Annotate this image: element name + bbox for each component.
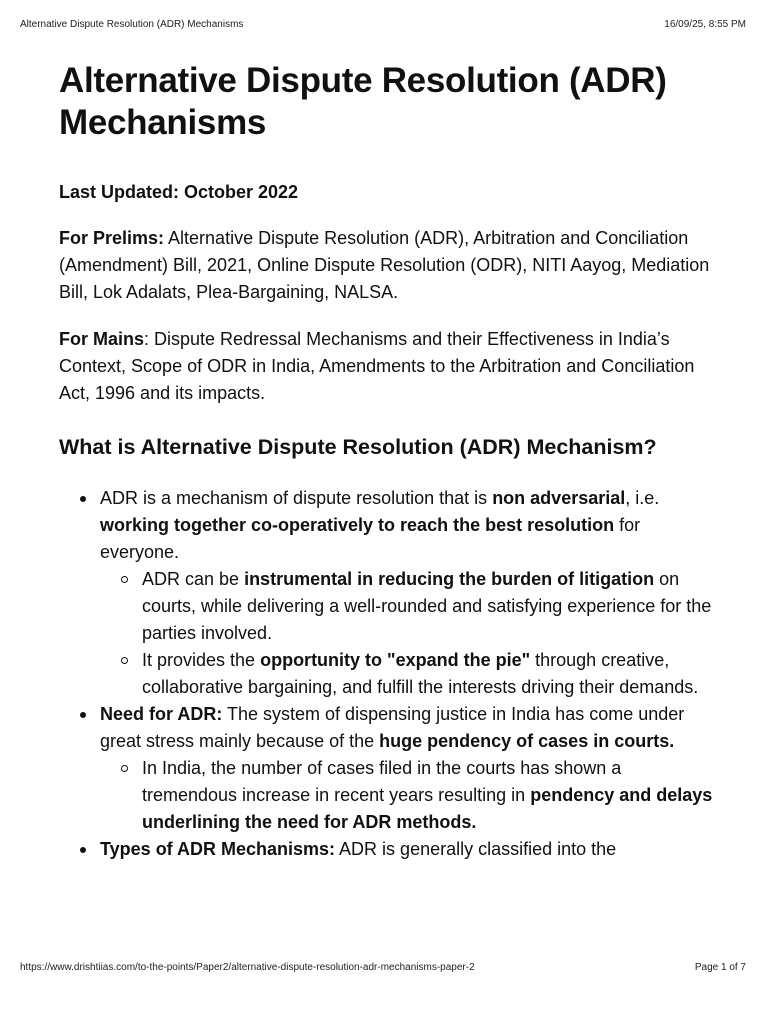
sub-list-item-expand-pie xyxy=(142,647,715,701)
sub-list-item-litigation xyxy=(142,566,715,647)
prelims-label: For Prelims: xyxy=(59,228,165,248)
bullet-list xyxy=(59,485,715,863)
list-item-text: It provides the xyxy=(142,650,261,670)
sub-list xyxy=(100,566,715,701)
print-footer-url[interactable]: https://www.drishtiias.com/to-the-points/Paper2/alternative-dispute-resolution-adr-mechanisms-paper-2 xyxy=(20,962,475,973)
mains-text: : Dispute Redressal Mechanisms and their Effectiveness in India’s Context, Scope of ODR in India, Amendments to the Arbitration and Conciliation Act, 1996 and its impacts. xyxy=(59,329,695,403)
print-footer-page-number: Page 1 of 7 xyxy=(694,962,746,973)
list-item-text: ADR is a mechanism of dispute resolution that is xyxy=(100,488,493,508)
list-item-text: In India, the number of cases filed in the courts has shown a tremendous increase in recent years resulting in xyxy=(142,758,622,805)
list-item-need-for-adr xyxy=(100,701,715,836)
print-header-title: Alternative Dispute Resolution (ADR) Mechanisms xyxy=(20,19,244,30)
list-item-adr-definition xyxy=(100,485,715,701)
list-item-text: ADR is generally classified into the xyxy=(335,839,617,859)
list-item-text: through creative, collaborative bargaining, and fulfill the interests driving their demands. xyxy=(142,650,699,697)
section-heading: What is Alternative Dispute Resolution (ADR) Mechanism? xyxy=(59,435,657,459)
sub-list xyxy=(100,755,715,836)
list-item-strong: non adversarial xyxy=(492,488,626,508)
list-item-strong: working together co-operatively to reach the best resolution xyxy=(100,515,615,535)
print-footer xyxy=(20,962,746,973)
list-item-label: Need for ADR: xyxy=(100,704,223,724)
print-header xyxy=(20,19,746,30)
list-item-strong: instrumental in reducing the burden of litigation xyxy=(244,569,655,589)
sub-list-item-pendency xyxy=(142,755,715,836)
prelims-paragraph xyxy=(59,225,715,306)
mains-paragraph xyxy=(59,326,715,407)
list-item-strong: pendency and delays underlining the need for ADR methods. xyxy=(142,785,713,832)
list-item-text: , i.e. xyxy=(625,488,660,508)
list-item-strong: opportunity to "expand the pie" xyxy=(260,650,531,670)
last-updated: Last Updated: October 2022 xyxy=(59,182,299,202)
list-item-text: for everyone. xyxy=(100,515,641,562)
list-item-text: The system of dispensing justice in India has come under great stress mainly because of the xyxy=(100,704,685,751)
list-item-types-of-adr xyxy=(100,836,715,863)
print-header-datetime: 16/09/25, 8:55 PM xyxy=(664,19,746,30)
prelims-text: Alternative Dispute Resolution (ADR), Arbitration and Conciliation (Amendment) Bill, 2021, Online Dispute Resolution (ODR), NITI Aayog, Mediation Bill, Lok Adalats, Plea-Bargaining, NALSA. xyxy=(59,228,710,302)
list-item-label: Types of ADR Mechanisms: xyxy=(100,839,336,859)
list-item-strong: huge pendency of cases in courts. xyxy=(379,731,675,751)
article xyxy=(59,60,715,863)
list-item-text: on courts, while delivering a well-rounded and satisfying experience for the parties involved. xyxy=(142,569,712,643)
mains-label: For Mains xyxy=(59,329,145,349)
list-item-text: ADR can be xyxy=(142,569,245,589)
page-title: Alternative Dispute Resolution (ADR) Mechanisms xyxy=(59,61,667,142)
